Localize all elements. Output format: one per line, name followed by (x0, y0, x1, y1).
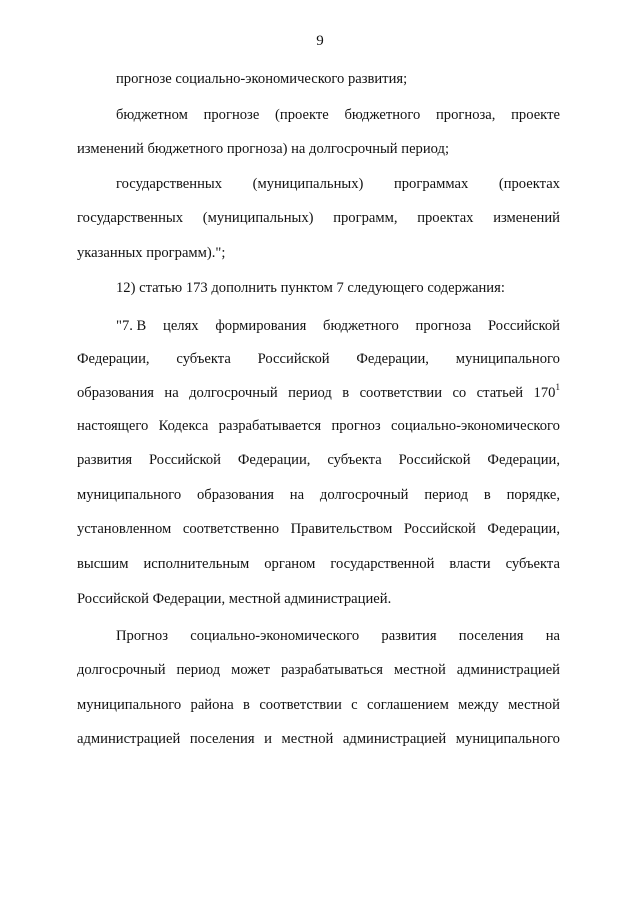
text-word: 12) статью 173 дополнить пунктом 7 следующего содержания: (116, 280, 505, 296)
text-word: Российской (488, 318, 560, 334)
text-word: Кодекса (158, 418, 209, 434)
text-word: формирования (215, 318, 307, 334)
text-word: государственной (330, 556, 435, 572)
text-word: изменений бюджетного прогноза) на долгосрочный период; (77, 141, 450, 157)
text-word: муниципального (455, 351, 560, 367)
text-word: поселения (189, 731, 255, 747)
text-word: муниципального (77, 487, 182, 503)
text-word: долгосрочный (77, 662, 166, 678)
text-word: проекте (511, 107, 560, 123)
text-word: на (545, 628, 560, 644)
text-word: (проектах (498, 176, 560, 192)
text-word: субъекта (327, 452, 382, 468)
text-word: прогноза, (436, 107, 496, 123)
text-line (77, 384, 560, 402)
text-word: $170^1$ (533, 382, 560, 401)
text-line (77, 730, 560, 748)
text-word: бюджетном (116, 107, 188, 123)
text-word: (муниципальных) (202, 210, 314, 226)
text-word: администрацией (456, 662, 560, 678)
text-word: Российской (149, 452, 221, 468)
text-word: исполнительным (143, 556, 250, 572)
text-word: соответственно (182, 521, 279, 537)
text-word: Прогноз (116, 628, 168, 644)
page-number: 9 (316, 33, 324, 49)
text-word: программ, (333, 210, 398, 226)
text-word: образования (77, 385, 154, 401)
text-word: субъекта (505, 556, 560, 572)
text-word: образования (196, 487, 274, 503)
text-line (116, 70, 560, 88)
text-word: (проекте (275, 107, 329, 123)
text-word: долгосрочный (189, 385, 278, 401)
text-line (116, 627, 560, 645)
text-word: района (190, 697, 234, 713)
text-word: настоящего (77, 418, 149, 434)
text-word: государственных (77, 210, 184, 226)
text-line (116, 279, 560, 297)
text-line (77, 520, 560, 538)
text-line (77, 451, 560, 469)
text-line (77, 140, 560, 158)
text-word: разрабатывается (218, 418, 322, 434)
text-word: соответствии (359, 385, 443, 401)
text-line (116, 175, 560, 193)
text-word: проектах (417, 210, 474, 226)
text-word: бюджетного (344, 107, 421, 123)
text-word: долгосрочный (319, 487, 409, 503)
text-line (77, 486, 560, 504)
text-word: на (289, 487, 305, 503)
text-word: прогноз (331, 418, 381, 434)
text-line (116, 106, 560, 124)
text-word: период (288, 385, 332, 401)
text-word: местной (508, 697, 560, 713)
text-word: прогноза (415, 318, 472, 334)
text-word: Правительством (290, 521, 393, 537)
text-line (77, 555, 560, 573)
text-line (77, 209, 560, 227)
text-line (77, 661, 560, 679)
superscript: 1 (555, 382, 560, 392)
text-word: государственных (116, 176, 223, 192)
text-word: целях (163, 318, 199, 334)
text-word: программах (393, 176, 469, 192)
text-word: может (231, 662, 271, 678)
text-line (77, 696, 560, 714)
text-word: поселения (458, 628, 524, 644)
text-word: власти (449, 556, 491, 572)
text-word: установленном (77, 521, 172, 537)
text-word: социально-экономического (190, 628, 360, 644)
text-word: бюджетного (323, 318, 399, 334)
text-word: Федерации, (487, 452, 560, 468)
text-word: разрабатываться (280, 662, 383, 678)
text-word: соответствии (259, 697, 342, 713)
text-word: органом (264, 556, 316, 572)
text-line (77, 417, 560, 435)
text-word: между (458, 697, 499, 713)
text-word: соглашением (366, 697, 449, 713)
text-word: в (483, 487, 491, 503)
text-word: субъекта (176, 351, 231, 367)
text-word: на (164, 385, 179, 401)
text-word: Российской (403, 521, 476, 537)
text-word: Российской Федерации, местной администрацией. (77, 591, 392, 607)
text-word: развития (77, 452, 133, 468)
text-word: Федерации, (77, 351, 150, 367)
text-word: Федерации, (356, 351, 429, 367)
text-word: порядке, (506, 487, 560, 503)
text-word: с (351, 697, 358, 713)
text-word: прогнозе социально-экономического развития; (116, 71, 408, 87)
text-line (77, 590, 560, 608)
text-word: период (424, 487, 469, 503)
text-line (77, 244, 560, 262)
text-word: в (243, 697, 250, 713)
text-word: со (452, 385, 467, 401)
text-word: развития (381, 628, 437, 644)
text-word: местной (393, 662, 446, 678)
text-word: период (176, 662, 221, 678)
text-word: администрацией (342, 731, 447, 747)
text-line (77, 350, 560, 368)
text-line (116, 317, 560, 335)
text-word: Российской (398, 452, 471, 468)
text-word: муниципального (455, 731, 560, 747)
text-word: (муниципальных) (252, 176, 364, 192)
text-word: в (342, 385, 350, 401)
text-word: высшим (77, 556, 129, 572)
text-word: Федерации, (487, 521, 560, 537)
text-word: изменений (493, 210, 560, 226)
text-word: Российской (257, 351, 330, 367)
text-word: прогнозе (203, 107, 260, 123)
text-word: социально-экономического (391, 418, 560, 434)
text-word: "7. В (116, 318, 147, 334)
text-word: статьей (476, 385, 524, 401)
text-word: администрацией (77, 731, 181, 747)
text-word: местной (281, 731, 334, 747)
text-word: муниципального (77, 697, 182, 713)
text-word: и (264, 731, 272, 747)
text-word: указанных программ)."; (77, 245, 226, 261)
text-word: Федерации, (237, 452, 311, 468)
